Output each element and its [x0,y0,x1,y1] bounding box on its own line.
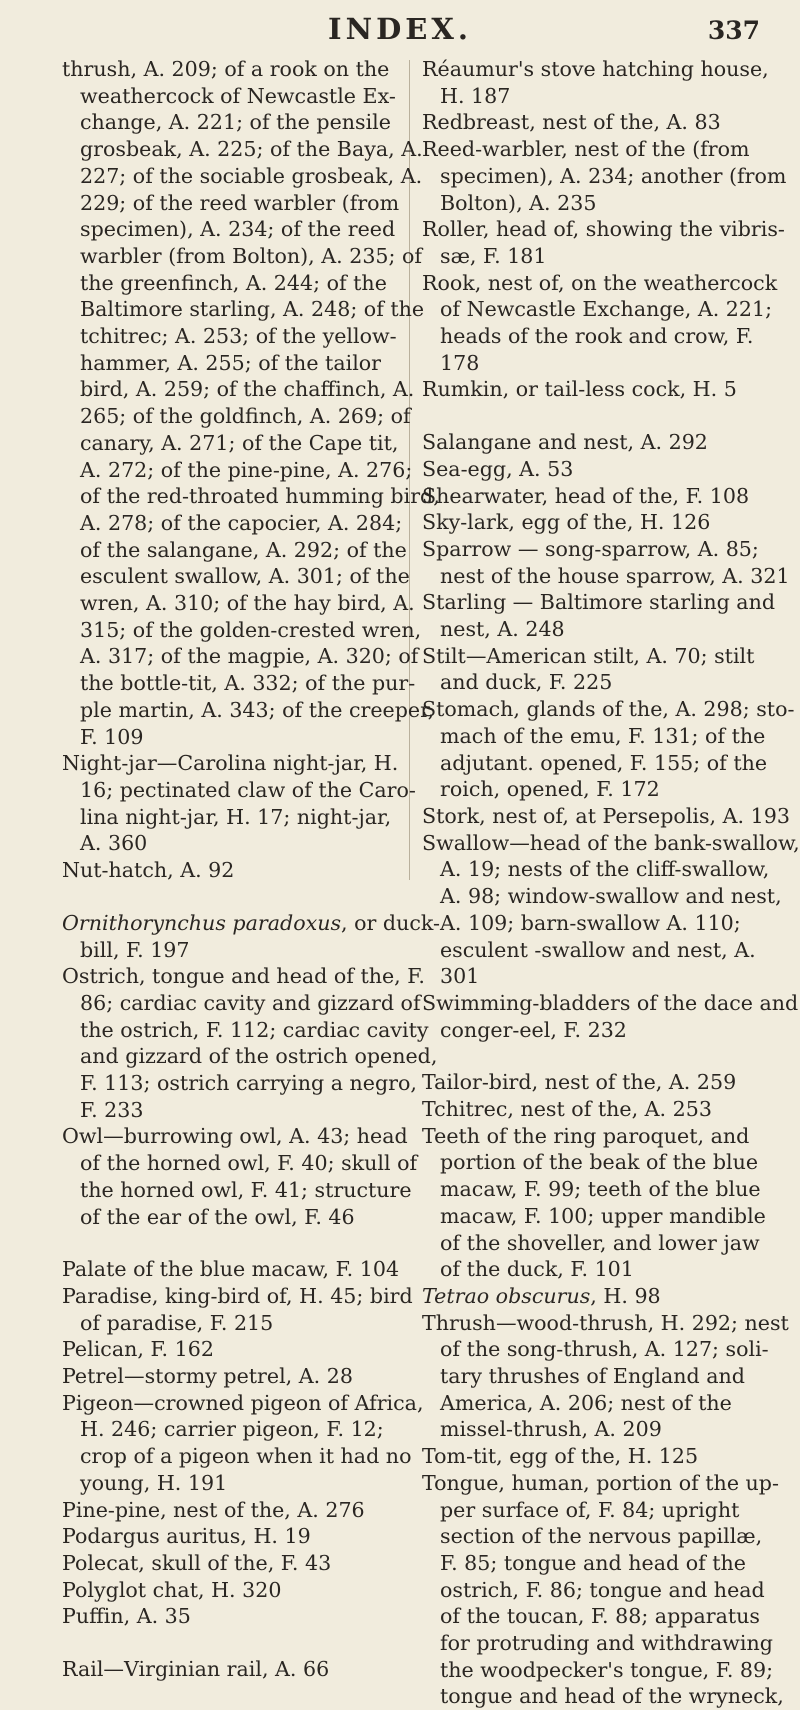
index-entry-heading: Stork, nest of, at Persepolis, A. 193 [422,803,790,828]
index-entry-heading: Salangane and nest, A. 292 [422,430,708,455]
index-entry-continuation: tongue and head of the wryneck, [440,1684,784,1709]
index-entry [62,1123,430,1230]
index-entry-continuation: 16; pectinated claw of the Caro- [80,777,416,802]
index-entry-heading: Stilt—American stilt, A. 70; stilt [422,643,755,668]
index-entry-heading: Rumkin, or tail-less cock, H. 5 [422,377,737,402]
index-entry-continuation: F. 113; ostrich carrying a negro, [80,1071,417,1096]
index-entry-continuation: of paradise, F. 215 [80,1310,274,1335]
index-entry-continuation: adjutant. opened, F. 155; of the [440,750,768,775]
index-entry-continuation: the horned owl, F. 41; structure [80,1177,412,1202]
index-entry [422,509,794,536]
index-entry-continuation: F. 233 [80,1097,144,1122]
index-column-left [62,56,440,1683]
index-entry [62,857,430,884]
index-entry-heading: Polyglot chat, H. 320 [62,1577,282,1602]
index-entry-continuation: missel-thrush, A. 209 [440,1417,662,1442]
index-entry-continuation: A. 109; barn-swallow A. 110; [440,910,741,935]
index-entry-continuation: hammer, A. 255; of the tailor [80,350,382,375]
index-entry [422,136,794,216]
index-entry-continuation: 229; of the reed warbler (from [80,190,400,215]
index-entry-heading: Tongue, human, portion of the up- [422,1470,779,1495]
section-gap [62,884,430,910]
page-title: INDEX. [328,12,472,46]
index-entry-continuation: A. 317; of the magpie, A. 320; of [80,644,419,669]
index-entry-continuation: warbler (from Bolton), A. 235; of [80,243,423,268]
index-entry-continuation: the bottle-tit, A. 332; of the pur- [80,671,416,696]
index-entry [62,1577,430,1604]
index-entry [422,990,799,1043]
index-entry-heading: Owl—burrowing owl, A. 43; head [62,1124,408,1149]
index-entry-continuation: sæ, F. 181 [440,243,547,268]
index-entry-continuation: A. 360 [80,831,148,856]
index-entry-heading: Redbreast, nest of the, A. 83 [422,110,721,135]
index-entry-continuation: roich, opened, F. 172 [440,777,660,802]
index-entry-continuation: of the horned owl, F. 40; skull of [80,1151,418,1176]
index-entry-heading: Tetrao obscurus, H. 98 [422,1283,661,1308]
index-entry-continuation: esculent -swallow and nest, A. [440,937,756,962]
index-entry-continuation: of the red-throated humming bird, [80,484,440,509]
index-entry [422,643,794,696]
index-entry-continuation: 265; of the goldfinch, A. 269; of [80,404,411,429]
index-entry-heading: Tom-tit, egg of the, H. 125 [422,1444,699,1469]
index-entry-continuation: change, A. 221; of the pensile [80,110,391,135]
index-entry-continuation: conger-eel, F. 232 [440,1017,627,1042]
index-entry [422,109,794,136]
index-entry-continuation: 227; of the sociable grosbeak, A. [80,163,423,188]
index-entry-continuation: of the song-thrush, A. 127; soli- [440,1337,769,1362]
index-entry-continuation: the greenfinch, A. 244; of the [80,270,387,295]
index-entry [62,910,440,963]
index-entry-continuation: bill, F. 197 [80,937,190,962]
index-entry-continuation: of the salangane, A. 292; of the [80,537,407,562]
index-entry [62,963,438,1123]
index-entry-continuation: A. 278; of the capocier, A. 284; [80,510,403,535]
index-entry [62,1523,430,1550]
index-entry-heading: Pigeon—crowned pigeon of Africa, [62,1390,424,1415]
index-entry [422,456,794,483]
index-entry-continuation: section of the nervous papillæ, [440,1524,763,1549]
index-entry-heading: Teeth of the ring paroquet, and [422,1123,750,1148]
index-entry-heading: Paradise, king-bird of, H. 45; bird [62,1283,413,1308]
index-entry-continuation: 178 [440,350,480,375]
index-entry [422,1443,794,1470]
index-entry-heading: Thrush—wood-thrush, H. 292; nest [422,1310,789,1335]
index-entry-heading: Tailor-bird, nest of the, A. 259 [422,1070,737,1095]
index-entry-heading: Ornithorynchus paradoxus, or duck- [62,910,440,935]
index-entry-heading: Sparrow — song-sparrow, A. 85; [422,536,759,561]
index-entry-continuation: bird, A. 259; of the chaffinch, A. [80,377,415,402]
section-gap [62,1630,430,1656]
section-gap [422,1043,794,1069]
index-entry [422,216,794,269]
index-entry-continuation: ostrich, F. 86; tongue and head [440,1577,765,1602]
index-entry [62,1656,430,1683]
index-entry [62,750,430,857]
page-header [0,8,800,58]
index-entry [62,1256,430,1283]
index-entry-continuation: esculent swallow, A. 301; of the [80,564,410,589]
index-entry-continuation: weathercock of Newcastle Ex- [80,83,396,108]
index-entry-continuation: wren, A. 310; of the hay bird, A. [80,591,415,616]
index-entry [62,1336,430,1363]
index-entry [62,1497,430,1524]
index-entry-heading: Réaumur's stove hatching house, [422,57,769,81]
index-entry [422,696,794,803]
index-entry-heading: Podargus auritus, H. 19 [62,1524,311,1549]
section-gap [422,403,794,429]
index-entry-heading: Palate of the blue macaw, F. 104 [62,1257,400,1282]
index-entry-heading: Polecat, skull of the, F. 43 [62,1550,332,1575]
index-column-right [422,56,800,1710]
index-entry-heading: Swallow—head of the bank-swallow, [422,830,800,855]
index-entry-continuation: and gizzard of the ostrich opened, [80,1044,438,1069]
index-entry-heading: Swimming-bladders of the dace and [422,990,799,1015]
index-entry [422,803,794,830]
index-entry-continuation: mach of the emu, F. 131; of the [440,723,766,748]
index-entry-continuation: specimen), A. 234; of the reed [80,217,396,242]
index-entry [422,429,794,456]
index-entry [422,483,794,510]
index-entry-heading: Puffin, A. 35 [62,1604,191,1629]
index-entry-continuation: Baltimore starling, A. 248; of the [80,297,425,322]
index-entry-heading: Pine-pine, nest of the, A. 276 [62,1497,365,1522]
section-gap [62,1230,430,1256]
index-entry-continuation: the ostrich, F. 112; cardiac cavity [80,1017,429,1042]
index-entry-heading: Stomach, glands of the, A. 298; sto- [422,697,795,722]
index-entry-continuation: H. 246; carrier pigeon, F. 12; [80,1417,384,1442]
index-entry-continuation: H. 187 [440,83,511,108]
index-entry-continuation: Bolton), A. 235 [440,190,597,215]
index-entry [62,56,440,750]
index-entry-continuation: and duck, F. 225 [440,670,613,695]
index-entry-heading: Tchitrec, nest of the, A. 253 [422,1097,712,1122]
index-entry-continuation: A. 272; of the pine-pine, A. 276; [80,457,413,482]
index-entry-continuation: of Newcastle Exchange, A. 221; [440,297,773,322]
index-entry-continuation: nest, A. 248 [440,617,565,642]
index-entry-continuation: canary, A. 271; of the Cape tit, [80,430,399,455]
index-entry [422,1069,794,1096]
index-entry-continuation: 315; of the golden-crested wren, [80,617,422,642]
index-entry-continuation: America, A. 206; nest of the [440,1390,732,1415]
index-entry-continuation: of the shoveller, and lower jaw [440,1230,760,1255]
index-entry-continuation: tary thrushes of England and [440,1364,745,1389]
index-entry [62,1550,430,1577]
index-entry-continuation: macaw, F. 100; upper mandible [440,1203,766,1228]
index-entry-continuation: nest of the house sparrow, A. 321 [440,563,790,588]
index-entry [422,1096,794,1123]
index-entry-heading: Sea-egg, A. 53 [422,456,574,481]
index-entry-continuation: ple martin, A. 343; of the creeper, [80,697,435,722]
index-entry-heading: Sky-lark, egg of the, H. 126 [422,510,711,535]
index-entry [422,1470,794,1710]
index-entry-heading: thrush, A. 209; of a rook on the [62,57,390,81]
index-entry-continuation: the woodpecker's tongue, F. 89; [440,1657,774,1682]
index-entry-heading: Starling — Baltimore starling and [422,590,776,615]
index-entry-continuation: of the toucan, F. 88; apparatus [440,1604,760,1629]
index-entry-continuation: macaw, F. 99; teeth of the blue [440,1177,761,1202]
index-entry [422,1123,794,1283]
index-entry [62,1363,430,1390]
index-entry-continuation: for protruding and withdrawing [440,1631,773,1656]
index-entry-heading: Ostrich, tongue and head of the, F. [62,964,425,989]
index-entry-continuation: F. 109 [80,724,144,749]
index-entry [422,589,794,642]
index-entry-continuation: A. 19; nests of the cliff-swallow, [440,857,770,882]
index-entry-continuation: grosbeak, A. 225; of the Baya, A. [80,137,423,162]
index-entry-heading: Pelican, F. 162 [62,1337,214,1362]
index-entry-continuation: of the ear of the owl, F. 46 [80,1204,355,1229]
index-entry-continuation: tchitrec; A. 253; of the yellow- [80,324,397,349]
index-entry-continuation: portion of the beak of the blue [440,1150,759,1175]
index-entry [422,1310,794,1444]
index-entry [422,376,794,403]
index-entry-continuation: F. 85; tongue and head of the [440,1550,746,1575]
index-entry-heading: Rook, nest of, on the weathercock [422,270,778,295]
index-entry-heading: Shearwater, head of the, F. 108 [422,483,750,508]
index-entry-heading: Night-jar—Carolina night-jar, H. [62,751,399,776]
index-entry-heading: Reed-warbler, nest of the (from [422,137,750,162]
index-entry [422,1283,794,1310]
index-entry [422,56,794,109]
index-entry-continuation: of the duck, F. 101 [440,1257,634,1282]
index-entry-continuation: per surface of, F. 84; upright [440,1497,740,1522]
index-entry [62,1603,430,1630]
index-entry-heading: Petrel—stormy petrel, A. 28 [62,1364,353,1389]
index-entry-continuation: heads of the rook and crow, F. [440,324,754,349]
index-entry-continuation: A. 98; window-swallow and nest, [440,884,782,909]
index-entry [62,1283,430,1336]
index-entry-continuation: young, H. 191 [80,1470,228,1495]
index-entry-continuation: specimen), A. 234; another (from [440,163,787,188]
index-entry [422,830,800,990]
index-entry [422,536,794,589]
index-entry-continuation: lina night-jar, H. 17; night-jar, [80,804,392,829]
index-entry [422,270,794,377]
page-number: 337 [707,16,760,45]
index-entry-continuation: 301 [440,964,480,989]
index-entry-heading: Roller, head of, showing the vibris- [422,217,785,242]
index-entry-continuation: 86; cardiac cavity and gizzard of [80,990,421,1015]
index-entry [62,1390,430,1497]
index-entry-heading: Nut-hatch, A. 92 [62,858,235,883]
index-entry-heading: Rail—Virginian rail, A. 66 [62,1657,330,1682]
index-entry-continuation: crop of a pigeon when it had no [80,1444,412,1469]
